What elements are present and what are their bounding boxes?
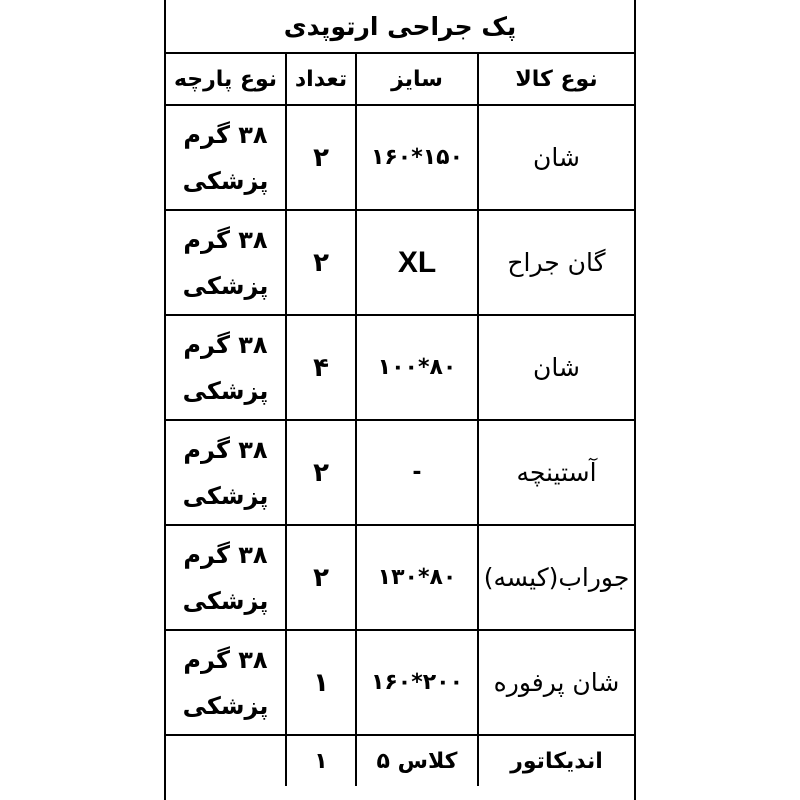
product-spec-sheet <box>164 0 636 800</box>
header-quantity: تعداد <box>286 54 356 105</box>
table-row <box>166 315 634 420</box>
size-cell: ۱۶۰*۱۵۰ <box>356 105 478 210</box>
page-title: پک جراحی ارتوپدی <box>166 0 634 54</box>
fabric-grade: پزشکی <box>182 166 269 195</box>
fabric-cell <box>166 630 286 735</box>
table-row <box>166 420 634 525</box>
fabric-cell-empty <box>166 735 286 786</box>
item-name-cell: شان <box>478 315 634 420</box>
size-cell: ۱۶۰*۲۰۰ <box>356 630 478 735</box>
fabric-weight: ۳۸ گرم <box>183 645 268 674</box>
size-cell: - <box>356 420 478 525</box>
fabric-grade: پزشکی <box>182 271 269 300</box>
quantity-cell: ۲ <box>286 105 356 210</box>
table-row <box>166 105 634 210</box>
fabric-cell <box>166 210 286 315</box>
table-row <box>166 525 634 630</box>
spec-table <box>166 54 634 786</box>
size-cell: XL <box>356 210 478 315</box>
table-header-row <box>166 54 634 105</box>
fabric-cell <box>166 105 286 210</box>
item-name-cell: گان جراح <box>478 210 634 315</box>
fabric-grade: پزشکی <box>182 376 269 405</box>
header-size: سایز <box>356 54 478 105</box>
header-fabric-type: نوع پارچه <box>166 54 286 105</box>
size-cell: ۱۰۰*۸۰ <box>356 315 478 420</box>
size-cell: کلاس ۵ <box>356 735 478 786</box>
fabric-grade: پزشکی <box>182 691 269 720</box>
quantity-cell: ۴ <box>286 315 356 420</box>
fabric-cell <box>166 525 286 630</box>
table-row <box>166 630 634 735</box>
fabric-weight: ۳۸ گرم <box>183 120 268 149</box>
quantity-cell: ۱ <box>286 735 356 786</box>
fabric-weight: ۳۸ گرم <box>183 435 268 464</box>
quantity-cell: ۲ <box>286 420 356 525</box>
item-name-cell: اندیکاتور <box>478 735 634 786</box>
table-row <box>166 210 634 315</box>
quantity-cell: ۲ <box>286 525 356 630</box>
header-item-type: نوع کالا <box>478 54 634 105</box>
fabric-grade: پزشکی <box>182 586 269 615</box>
item-name-cell: جوراب(کیسه) <box>478 525 634 630</box>
item-name-cell: آستینچه <box>478 420 634 525</box>
fabric-weight: ۳۸ گرم <box>183 540 268 569</box>
quantity-cell: ۲ <box>286 210 356 315</box>
item-name-cell: شان پرفوره <box>478 630 634 735</box>
fabric-weight: ۳۸ گرم <box>183 330 268 359</box>
item-name-cell: شان <box>478 105 634 210</box>
quantity-cell: ۱ <box>286 630 356 735</box>
table-row-indicator <box>166 735 634 786</box>
fabric-cell <box>166 420 286 525</box>
fabric-weight: ۳۸ گرم <box>183 225 268 254</box>
fabric-grade: پزشکی <box>182 481 269 510</box>
fabric-cell <box>166 315 286 420</box>
size-cell: ۱۳۰*۸۰ <box>356 525 478 630</box>
